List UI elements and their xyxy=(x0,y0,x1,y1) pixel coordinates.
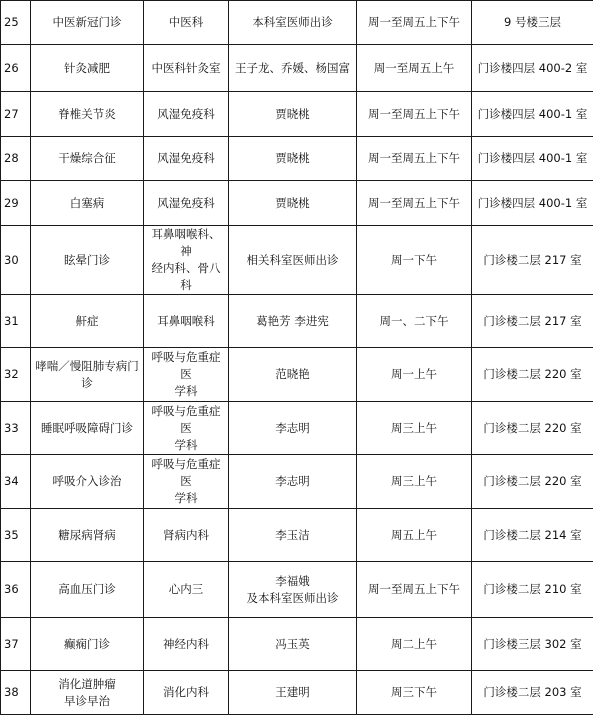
row-number-cell: 26 xyxy=(1,45,31,92)
clinic-time-cell: 周三上午 xyxy=(357,455,472,509)
doctor-cell: 相关科室医师出诊 xyxy=(229,226,357,295)
location-cell: 门诊楼二层 217 室 xyxy=(472,226,593,295)
table-row xyxy=(1,402,593,455)
doctor-cell: 本科室医师出诊 xyxy=(229,1,357,45)
clinic-time-cell: 周一至周五上下午 xyxy=(357,562,472,618)
clinic-name-cell: 脊椎关节炎 xyxy=(31,92,144,137)
location-cell: 门诊楼二层 220 室 xyxy=(472,455,593,509)
department-cell: 呼吸与危重症医 学科 xyxy=(144,402,229,455)
location-cell: 门诊楼四层 400-1 室 xyxy=(472,92,593,137)
clinic-time-cell: 周五上午 xyxy=(357,509,472,562)
clinic-name-cell: 消化道肿瘤 早诊早治 xyxy=(31,671,144,715)
department-cell: 神经内科 xyxy=(144,618,229,671)
table-row xyxy=(1,45,593,92)
table-row xyxy=(1,92,593,137)
doctor-cell: 李志明 xyxy=(229,402,357,455)
doctor-cell: 贾晓桃 xyxy=(229,92,357,137)
clinic-name-cell: 针灸减肥 xyxy=(31,45,144,92)
table-row xyxy=(1,1,593,45)
row-number-cell: 28 xyxy=(1,137,31,181)
doctor-cell: 葛艳芳 李进宪 xyxy=(229,295,357,348)
department-cell: 风湿免疫科 xyxy=(144,92,229,137)
location-cell: 门诊楼二层 214 室 xyxy=(472,509,593,562)
location-cell: 门诊楼二层 203 室 xyxy=(472,671,593,715)
clinic-time-cell: 周一至周五上下午 xyxy=(357,1,472,45)
clinic-name-cell: 鼾症 xyxy=(31,295,144,348)
department-cell: 耳鼻咽喉科 xyxy=(144,295,229,348)
doctor-cell: 王建明 xyxy=(229,671,357,715)
clinic-name-cell: 眩晕门诊 xyxy=(31,226,144,295)
clinic-time-cell: 周一至周五上下午 xyxy=(357,181,472,226)
table-row xyxy=(1,509,593,562)
clinic-name-cell: 呼吸介入诊治 xyxy=(31,455,144,509)
table-body xyxy=(1,1,593,715)
clinic-name-cell: 干燥综合征 xyxy=(31,137,144,181)
table-row xyxy=(1,562,593,618)
location-cell: 门诊楼二层 210 室 xyxy=(472,562,593,618)
table-row xyxy=(1,181,593,226)
table-row xyxy=(1,137,593,181)
location-cell: 门诊楼四层 400-2 室 xyxy=(472,45,593,92)
doctor-cell: 贾晓桃 xyxy=(229,137,357,181)
department-cell: 心内三 xyxy=(144,562,229,618)
doctor-cell: 李福娥 及本科室医师出诊 xyxy=(229,562,357,618)
doctor-cell: 李志明 xyxy=(229,455,357,509)
row-number-cell: 34 xyxy=(1,455,31,509)
department-cell: 风湿免疫科 xyxy=(144,181,229,226)
clinic-name-cell: 高血压门诊 xyxy=(31,562,144,618)
table-row xyxy=(1,295,593,348)
location-cell: 门诊楼三层 302 室 xyxy=(472,618,593,671)
doctor-cell: 范晓艳 xyxy=(229,348,357,402)
department-cell: 消化内科 xyxy=(144,671,229,715)
doctor-cell: 李玉洁 xyxy=(229,509,357,562)
location-cell: 门诊楼二层 220 室 xyxy=(472,348,593,402)
department-cell: 肾病内科 xyxy=(144,509,229,562)
clinic-time-cell: 周一至周五上午 xyxy=(357,45,472,92)
clinic-time-cell: 周一至周五上下午 xyxy=(357,92,472,137)
clinic-time-cell: 周一、二下午 xyxy=(357,295,472,348)
department-cell: 中医科针灸室 xyxy=(144,45,229,92)
location-cell: 门诊楼四层 400-1 室 xyxy=(472,181,593,226)
department-cell: 呼吸与危重症医 学科 xyxy=(144,348,229,402)
location-cell: 门诊楼四层 400-1 室 xyxy=(472,137,593,181)
row-number-cell: 29 xyxy=(1,181,31,226)
row-number-cell: 27 xyxy=(1,92,31,137)
clinic-time-cell: 周一上午 xyxy=(357,348,472,402)
row-number-cell: 30 xyxy=(1,226,31,295)
clinic-name-cell: 白塞病 xyxy=(31,181,144,226)
clinic-time-cell: 周三下午 xyxy=(357,671,472,715)
clinic-time-cell: 周二上午 xyxy=(357,618,472,671)
department-cell: 耳鼻咽喉科、神 经内科、骨八科 xyxy=(144,226,229,295)
table-row xyxy=(1,455,593,509)
table-row xyxy=(1,671,593,715)
table-row xyxy=(1,226,593,295)
location-cell: 9 号楼三层 xyxy=(472,1,593,45)
clinic-name-cell: 中医新冠门诊 xyxy=(31,1,144,45)
row-number-cell: 36 xyxy=(1,562,31,618)
row-number-cell: 25 xyxy=(1,1,31,45)
row-number-cell: 38 xyxy=(1,671,31,715)
location-cell: 门诊楼二层 220 室 xyxy=(472,402,593,455)
department-cell: 呼吸与危重症医 学科 xyxy=(144,455,229,509)
clinic-time-cell: 周三上午 xyxy=(357,402,472,455)
table-row xyxy=(1,348,593,402)
clinic-name-cell: 糖尿病肾病 xyxy=(31,509,144,562)
row-number-cell: 33 xyxy=(1,402,31,455)
row-number-cell: 35 xyxy=(1,509,31,562)
doctor-cell: 冯玉英 xyxy=(229,618,357,671)
clinic-name-cell: 睡眠呼吸障碍门诊 xyxy=(31,402,144,455)
department-cell: 中医科 xyxy=(144,1,229,45)
clinic-time-cell: 周一下午 xyxy=(357,226,472,295)
clinic-name-cell: 癫痫门诊 xyxy=(31,618,144,671)
doctor-cell: 贾晓桃 xyxy=(229,181,357,226)
clinic-time-cell: 周一至周五上下午 xyxy=(357,137,472,181)
location-cell: 门诊楼二层 217 室 xyxy=(472,295,593,348)
clinic-name-cell: 哮喘／慢阻肺专病门诊 xyxy=(31,348,144,402)
row-number-cell: 31 xyxy=(1,295,31,348)
department-cell: 风湿免疫科 xyxy=(144,137,229,181)
doctor-cell: 王子龙、乔媛、杨国富 xyxy=(229,45,357,92)
row-number-cell: 32 xyxy=(1,348,31,402)
row-number-cell: 37 xyxy=(1,618,31,671)
table-row xyxy=(1,618,593,671)
